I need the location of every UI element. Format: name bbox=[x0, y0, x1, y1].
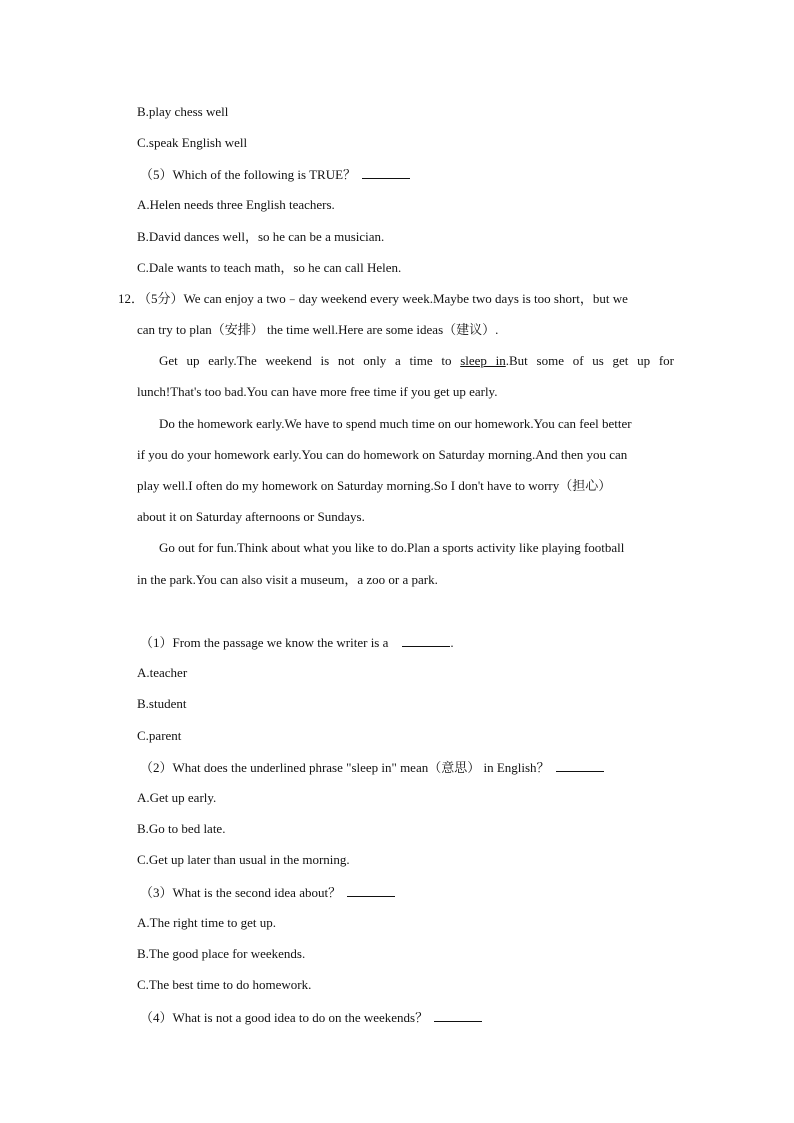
answer-blank bbox=[402, 634, 450, 647]
paragraph-3-line: Go out for fun.Think about what you like to do.Plan a sports activity like playing football bbox=[159, 540, 625, 555]
option-c: C.speak English well bbox=[137, 135, 248, 150]
paragraph-1-line: lunch!That's too bad.You can have more free time if you get up early. bbox=[137, 384, 498, 399]
option-c: C.Dale wants to teach math，so he can call Helen. bbox=[137, 260, 402, 275]
sub-question-text: （2）What does the underlined phrase "sleep in" mean（意思） in English？ bbox=[140, 760, 550, 775]
paragraph-1-line bbox=[159, 353, 674, 369]
option-b: B.The good place for weekends. bbox=[137, 946, 306, 961]
text-span: .But some of us get up for bbox=[505, 353, 675, 368]
paragraph-2-line: about it on Saturday afternoons or Sundays. bbox=[137, 509, 365, 524]
option-c: C.Get up later than usual in the morning. bbox=[137, 852, 350, 867]
paragraph-2-line: if you do your homework early.You can do homework on Saturday morning.And then you can bbox=[137, 447, 628, 462]
text-span: Get up early.The weekend is not only a time to bbox=[159, 353, 461, 368]
answer-blank bbox=[347, 884, 395, 897]
option-b: B.play chess well bbox=[137, 104, 229, 119]
sub-question-text: （4）What is not a good idea to do on the weekends？ bbox=[140, 1010, 429, 1025]
sub-question-1: （1）From the passage we know the writer is a . bbox=[140, 635, 454, 650]
sub-question-3 bbox=[140, 884, 395, 901]
option-a: A.Helen needs three English teachers. bbox=[137, 197, 335, 212]
question-number: 12． bbox=[118, 291, 145, 306]
sub-question-2 bbox=[140, 759, 604, 776]
paragraph-2-line: Do the homework early.We have to spend much time on our homework.You can feel better bbox=[159, 416, 632, 431]
sub-question-4 bbox=[140, 1009, 482, 1026]
passage-intro-line: （5分）We can enjoy a two﹣day weekend every week.Maybe two days is too short，but we bbox=[138, 291, 628, 306]
option-c: C.parent bbox=[137, 728, 182, 743]
passage-intro-line: can try to plan（安排） the time well.Here are some ideas（建议）. bbox=[137, 322, 499, 337]
answer-blank bbox=[434, 1009, 482, 1022]
underlined-phrase: sleep in bbox=[460, 353, 506, 368]
question-5 bbox=[140, 166, 410, 183]
answer-blank bbox=[362, 166, 410, 179]
option-b: B.Go to bed late. bbox=[137, 821, 226, 836]
option-a: A.The right time to get up. bbox=[137, 915, 277, 930]
option-a: A.Get up early. bbox=[137, 790, 217, 805]
paragraph-2-line: play well.I often do my homework on Saturday morning.So I don't have to worry（担心） bbox=[137, 478, 612, 493]
option-b: B.student bbox=[137, 696, 187, 711]
option-c: C.The best time to do homework. bbox=[137, 977, 312, 992]
paragraph-3-line: in the park.You can also visit a museum，a zoo or a park. bbox=[137, 572, 438, 587]
option-a: A.teacher bbox=[137, 665, 188, 680]
sub-question-text: （3）What is the second idea about？ bbox=[140, 885, 342, 900]
sub-question-text: （1）From the passage we know the writer is a bbox=[140, 635, 389, 650]
option-b: B.David dances well，so he can be a musician. bbox=[137, 229, 385, 244]
answer-blank bbox=[556, 759, 604, 772]
question-5-text: （5）Which of the following is TRUE？ bbox=[140, 167, 357, 182]
